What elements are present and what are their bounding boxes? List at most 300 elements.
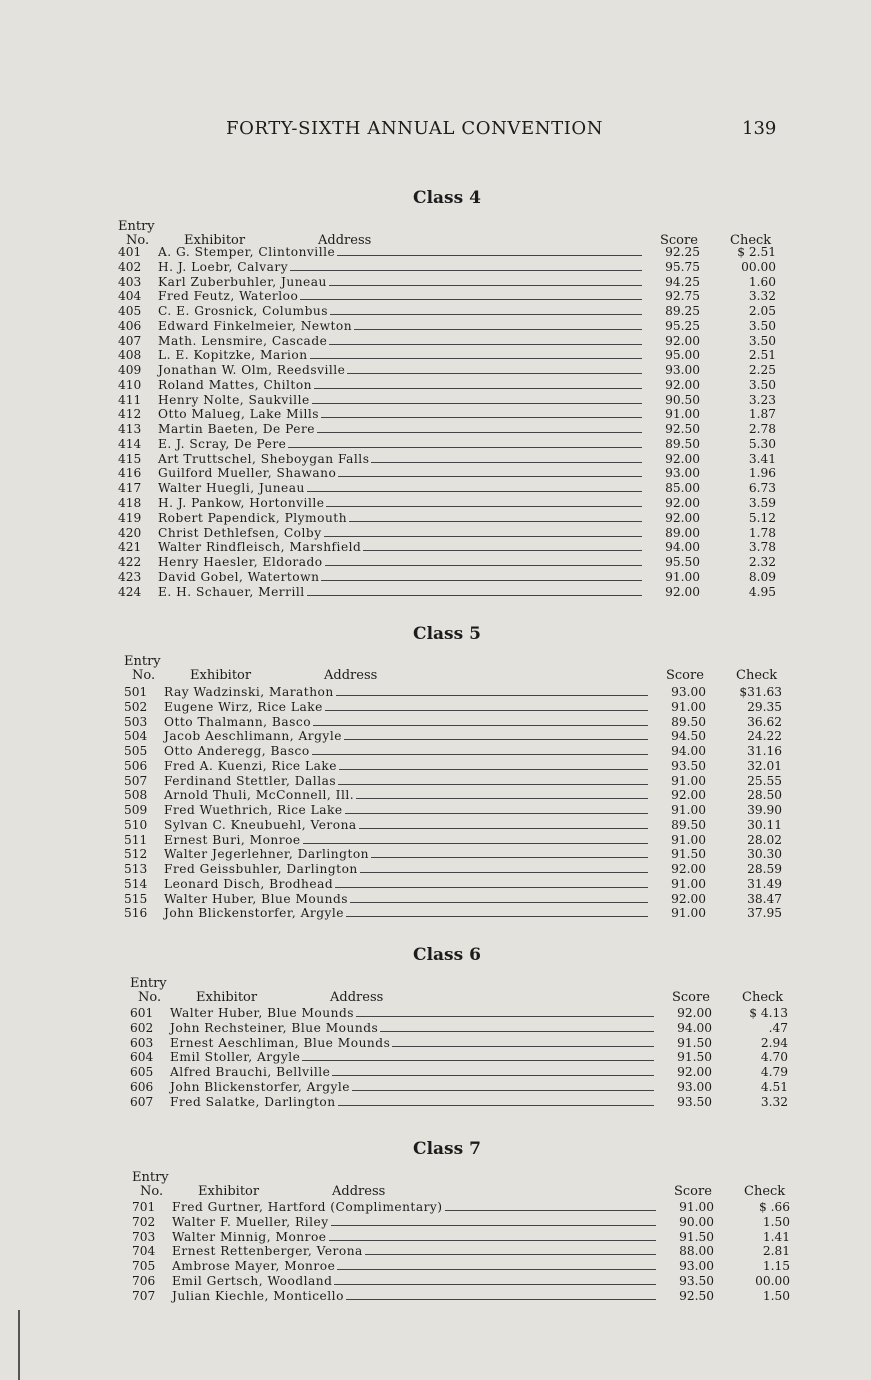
exhibitor-wrap — [158, 260, 646, 275]
class-title: Class 4 — [413, 188, 481, 208]
column-header-no: No. — [140, 1184, 164, 1199]
exhibitor-name-address: David Gobel, Watertown — [158, 569, 320, 584]
column-header-check: Check — [736, 668, 778, 683]
exhibitor-name-address: E. H. Schauer, Merrill — [158, 584, 305, 599]
entry-number: 706 — [132, 1273, 156, 1288]
table-row — [130, 1095, 810, 1110]
exhibitor-name-address: Ernest Aeschliman, Blue Mounds — [170, 1035, 391, 1050]
check-value: 3.50 — [748, 333, 776, 348]
dot-leader — [354, 329, 642, 330]
table-row — [124, 759, 804, 774]
exhibitor-name-address: Fred Salatke, Darlington — [170, 1094, 336, 1109]
entry-number: 510 — [124, 817, 148, 832]
dot-leader — [365, 1254, 656, 1255]
score-value: 95.50 — [665, 555, 700, 570]
score-value: 92.00 — [665, 333, 700, 348]
exhibitor-cell — [164, 833, 652, 848]
exhibitor-name-address: Walter Huber, Blue Mounds — [170, 1006, 355, 1020]
score-value: 92.00 — [671, 862, 706, 877]
exhibitor-name-address: E. J. Scray, De Pere — [158, 436, 287, 451]
class-title: Class 5 — [413, 624, 481, 644]
table-row — [118, 555, 798, 570]
exhibitor-cell — [164, 744, 652, 759]
check-value: 1.96 — [748, 466, 776, 481]
dot-leader — [331, 1225, 656, 1226]
running-head — [0, 118, 871, 144]
table-row — [118, 540, 798, 555]
score-value: 93.00 — [665, 363, 700, 378]
score-value: 91.00 — [671, 699, 706, 714]
entry-number: 704 — [132, 1244, 156, 1259]
exhibitor-cell — [164, 906, 652, 921]
dot-leader — [380, 1031, 654, 1032]
check-value: 3.50 — [748, 377, 776, 392]
score-value: 89.50 — [665, 436, 700, 451]
entry-number: 401 — [118, 245, 142, 259]
exhibitor-wrap — [158, 275, 646, 290]
exhibitor-wrap — [164, 774, 652, 789]
table-row — [130, 1050, 810, 1065]
exhibitor-name-address: Alfred Brauchi, Bellville — [170, 1065, 331, 1080]
table-row — [132, 1259, 812, 1274]
column-header-exhibitor: Exhibitor — [198, 1184, 260, 1199]
table-row — [130, 1080, 810, 1095]
exhibitor-name-address: Arnold Thuli, McConnell, Ill. — [164, 788, 355, 803]
dot-leader — [321, 417, 642, 418]
entry-number: 607 — [130, 1094, 154, 1109]
exhibitor-wrap — [164, 788, 652, 803]
score-value: 93.00 — [671, 685, 706, 699]
exhibitor-wrap — [164, 833, 652, 848]
exhibitor-name-address: Martin Baeten, De Pere — [158, 422, 315, 437]
check-value: 1.50 — [762, 1214, 790, 1229]
table-row — [130, 1006, 810, 1021]
entry-number: 422 — [118, 555, 142, 570]
dot-leader — [445, 1210, 656, 1211]
table-row — [130, 1065, 810, 1080]
dot-leader — [363, 550, 642, 551]
entry-number: 511 — [124, 832, 148, 847]
entry-number: 606 — [130, 1079, 154, 1094]
check-value: 28.59 — [747, 862, 782, 877]
table-row — [124, 700, 804, 715]
table-row — [118, 452, 798, 467]
exhibitor-name-address: Eugene Wirz, Rice Lake — [164, 699, 323, 714]
page-edge-rule — [18, 1310, 20, 1380]
entry-number: 420 — [118, 525, 142, 540]
entry-number: 502 — [124, 699, 148, 714]
exhibitor-name-address: Ferdinand Stettler, Dallas — [164, 773, 337, 788]
exhibitor-cell — [164, 788, 652, 803]
exhibitor-name-address: Art Truttschel, Sheboygan Falls — [158, 451, 370, 466]
entry-number: 410 — [118, 377, 142, 392]
column-header-no: No. — [126, 233, 150, 248]
dot-leader — [338, 784, 648, 785]
exhibitor-name-address: Guilford Mueller, Shawano — [158, 466, 337, 481]
entry-number: 601 — [130, 1006, 154, 1020]
entry-number: 412 — [118, 407, 142, 422]
dot-leader — [329, 1240, 656, 1241]
exhibitor-name-address: Edward Finkelmeier, Newton — [158, 318, 353, 333]
dot-leader — [332, 1075, 654, 1076]
dot-leader — [346, 916, 648, 917]
score-value: 92.75 — [665, 289, 700, 304]
exhibitor-cell — [158, 466, 646, 481]
table-row — [124, 685, 804, 700]
exhibitor-cell — [158, 334, 646, 349]
exhibitor-wrap — [164, 700, 652, 715]
score-value: 85.00 — [665, 481, 700, 496]
table-row — [118, 378, 798, 393]
score-value: 92.00 — [665, 451, 700, 466]
table-row — [118, 585, 798, 600]
dot-leader — [325, 565, 642, 566]
score-value: 92.00 — [665, 584, 700, 599]
exhibitor-name-address: Walter Rindfleisch, Marshfield — [158, 540, 362, 555]
exhibitor-name-address: Emil Stoller, Argyle — [170, 1050, 301, 1065]
dot-leader — [314, 388, 642, 389]
entry-number: 409 — [118, 363, 142, 378]
column-header-score: Score — [672, 990, 710, 1005]
dot-leader — [290, 270, 642, 271]
score-value: 93.50 — [671, 758, 706, 773]
exhibitor-wrap — [172, 1274, 660, 1289]
exhibitor-cell — [158, 511, 646, 526]
exhibitor-name-address: Karl Zuberbuhler, Juneau — [158, 274, 327, 289]
score-value: 89.00 — [665, 525, 700, 540]
table-row — [132, 1230, 812, 1245]
check-value: 2.05 — [748, 304, 776, 319]
entry-number: 423 — [118, 569, 142, 584]
exhibitor-wrap — [158, 437, 646, 452]
exhibitor-name-address: Ray Wadzinski, Marathon — [164, 685, 334, 699]
check-value: 2.81 — [762, 1244, 790, 1259]
exhibitor-wrap — [158, 452, 646, 467]
exhibitor-wrap — [164, 685, 652, 700]
dot-leader — [321, 580, 642, 581]
exhibitor-cell — [164, 685, 652, 700]
entry-number: 703 — [132, 1229, 156, 1244]
exhibitor-name-address: H. J. Pankow, Hortonville — [158, 496, 325, 511]
dot-leader — [307, 491, 642, 492]
entry-number: 415 — [118, 451, 142, 466]
entry-number: 512 — [124, 847, 148, 862]
exhibitor-wrap — [164, 847, 652, 862]
exhibitor-name-address: Julian Kiechle, Monticello — [172, 1288, 344, 1303]
exhibitor-cell — [170, 1036, 658, 1051]
check-value: 8.09 — [748, 569, 776, 584]
score-value: 94.25 — [665, 274, 700, 289]
table-row — [118, 437, 798, 452]
exhibitor-wrap — [164, 744, 652, 759]
exhibitor-cell — [170, 1021, 658, 1036]
check-value: 30.11 — [747, 817, 782, 832]
exhibitor-wrap — [164, 715, 652, 730]
entry-number: 515 — [124, 891, 148, 906]
exhibitor-wrap — [158, 570, 646, 585]
column-header-check: Check — [730, 233, 772, 248]
exhibitor-cell — [170, 1050, 658, 1065]
column-header-score: Score — [674, 1184, 712, 1199]
column-header-exhibitor: Exhibitor — [196, 990, 258, 1005]
exhibitor-name-address: Otto Malueg, Lake Mills — [158, 407, 320, 422]
score-value: 91.00 — [679, 1200, 714, 1214]
dot-leader — [329, 285, 642, 286]
exhibitor-wrap — [158, 245, 646, 260]
exhibitor-wrap — [172, 1259, 660, 1274]
column-header-score: Score — [666, 668, 704, 683]
exhibitor-wrap — [170, 1080, 658, 1095]
exhibitor-name-address: Otto Anderegg, Basco — [164, 744, 310, 759]
score-value: 94.00 — [677, 1020, 712, 1035]
exhibitor-cell — [172, 1230, 660, 1245]
dot-leader — [324, 536, 642, 537]
score-value: 95.25 — [665, 318, 700, 333]
check-value: 32.01 — [747, 758, 782, 773]
check-value: 5.12 — [748, 510, 776, 525]
exhibitor-cell — [164, 700, 652, 715]
table-row — [118, 260, 798, 275]
score-value: 91.50 — [671, 847, 706, 862]
table-row — [132, 1215, 812, 1230]
score-value: 90.00 — [679, 1214, 714, 1229]
entry-number: 417 — [118, 481, 142, 496]
table-row — [118, 466, 798, 481]
exhibitor-cell — [164, 818, 652, 833]
exhibitor-cell — [158, 526, 646, 541]
exhibitor-cell — [158, 407, 646, 422]
exhibitor-cell — [170, 1095, 658, 1110]
exhibitor-cell — [158, 585, 646, 600]
exhibitor-wrap — [164, 877, 652, 892]
entry-number: 404 — [118, 289, 142, 304]
table-row — [118, 526, 798, 541]
column-header-exhibitor: Exhibitor — [190, 668, 252, 683]
check-value: 5.30 — [748, 436, 776, 451]
exhibitor-cell — [164, 803, 652, 818]
check-value: 4.95 — [748, 584, 776, 599]
score-value: 91.00 — [665, 569, 700, 584]
entry-number: 603 — [130, 1035, 154, 1050]
column-header-check: Check — [744, 1184, 786, 1199]
check-value: 4.51 — [760, 1079, 788, 1094]
entry-rows — [132, 1200, 812, 1303]
exhibitor-name-address: Ernest Rettenberger, Verona — [172, 1244, 363, 1259]
check-value: $ 4.13 — [749, 1006, 788, 1020]
exhibitor-cell — [158, 540, 646, 555]
exhibitor-wrap — [158, 555, 646, 570]
dot-leader — [349, 521, 642, 522]
dot-leader — [326, 506, 642, 507]
column-header-score: Score — [660, 233, 698, 248]
exhibitor-wrap — [164, 906, 652, 921]
entry-number: 413 — [118, 422, 142, 437]
table-row — [124, 833, 804, 848]
exhibitor-cell — [158, 319, 646, 334]
exhibitor-cell — [164, 759, 652, 774]
score-value: 94.00 — [665, 540, 700, 555]
exhibitor-wrap — [170, 1095, 658, 1110]
score-value: 92.25 — [665, 245, 700, 259]
check-value: $ 2.51 — [737, 245, 776, 259]
check-value: 3.23 — [748, 392, 776, 407]
entry-number: 507 — [124, 773, 148, 788]
dot-leader — [350, 902, 648, 903]
table-row — [118, 334, 798, 349]
exhibitor-name-address: Ambrose Mayer, Monroe — [172, 1259, 336, 1274]
entry-number: 602 — [130, 1020, 154, 1035]
table-row — [118, 511, 798, 526]
entry-number: 405 — [118, 304, 142, 319]
exhibitor-cell — [158, 496, 646, 511]
dot-leader — [338, 1105, 654, 1106]
dot-leader — [337, 1269, 656, 1270]
score-value: 91.00 — [671, 906, 706, 921]
exhibitor-wrap — [158, 540, 646, 555]
exhibitor-cell — [158, 570, 646, 585]
check-value: 1.60 — [748, 274, 776, 289]
table-row — [118, 407, 798, 422]
exhibitor-wrap — [158, 585, 646, 600]
exhibitor-name-address: Walter Jegerlehner, Darlington — [164, 847, 370, 862]
score-value: 89.50 — [671, 817, 706, 832]
table-row — [124, 788, 804, 803]
exhibitor-cell — [170, 1080, 658, 1095]
exhibitor-name-address: Henry Nolte, Saukville — [158, 392, 310, 407]
exhibitor-wrap — [164, 818, 652, 833]
dot-leader — [302, 1060, 654, 1061]
check-value: 4.79 — [760, 1065, 788, 1080]
exhibitor-wrap — [158, 348, 646, 363]
entry-number: 424 — [118, 584, 142, 599]
exhibitor-wrap — [158, 526, 646, 541]
table-row — [124, 774, 804, 789]
dot-leader — [312, 754, 648, 755]
dot-leader — [356, 798, 648, 799]
score-value: 91.50 — [677, 1035, 712, 1050]
exhibitor-cell — [158, 481, 646, 496]
score-value: 91.50 — [677, 1050, 712, 1065]
score-value: 94.00 — [671, 744, 706, 759]
dot-leader — [339, 769, 648, 770]
score-value: 93.50 — [679, 1273, 714, 1288]
score-value: 92.00 — [671, 891, 706, 906]
exhibitor-wrap — [158, 407, 646, 422]
dot-leader — [360, 872, 648, 873]
table-row — [118, 570, 798, 585]
table-row — [132, 1289, 812, 1304]
entry-number: 408 — [118, 348, 142, 363]
column-header-entry: Entry — [118, 219, 155, 234]
score-value: 93.00 — [677, 1079, 712, 1094]
exhibitor-name-address: Sylvan C. Kneubuehl, Verona — [164, 817, 357, 832]
table-row — [124, 862, 804, 877]
column-header-address: Address — [318, 233, 372, 248]
entry-number: 407 — [118, 333, 142, 348]
entry-number: 503 — [124, 714, 148, 729]
check-value: 3.32 — [760, 1094, 788, 1109]
score-value: 91.00 — [671, 876, 706, 891]
check-value: 1.41 — [762, 1229, 790, 1244]
score-value: 92.00 — [677, 1065, 712, 1080]
check-value: 1.78 — [748, 525, 776, 540]
table-row — [124, 803, 804, 818]
exhibitor-cell — [158, 363, 646, 378]
score-value: 92.00 — [665, 377, 700, 392]
score-value: 94.50 — [671, 729, 706, 744]
dot-leader — [371, 857, 648, 858]
exhibitor-wrap — [158, 393, 646, 408]
exhibitor-wrap — [158, 289, 646, 304]
score-value: 88.00 — [679, 1244, 714, 1259]
score-value: 91.00 — [671, 773, 706, 788]
exhibitor-wrap — [170, 1036, 658, 1051]
exhibitor-name-address: Walter F. Mueller, Riley — [172, 1214, 329, 1229]
check-value: 3.78 — [748, 540, 776, 555]
entry-number: 418 — [118, 496, 142, 511]
entry-number: 402 — [118, 259, 142, 274]
score-value: 95.75 — [665, 259, 700, 274]
column-header-no: No. — [138, 990, 162, 1005]
exhibitor-name-address: C. E. Grosnick, Columbus — [158, 304, 329, 319]
check-value: .47 — [768, 1020, 788, 1035]
check-value: 3.50 — [748, 318, 776, 333]
entry-number: 506 — [124, 758, 148, 773]
score-value: 91.00 — [665, 407, 700, 422]
exhibitor-cell — [164, 892, 652, 907]
exhibitor-name-address: Roland Mattes, Chilton — [158, 377, 313, 392]
dot-leader — [347, 373, 642, 374]
table-row — [118, 319, 798, 334]
entry-number: 701 — [132, 1200, 156, 1214]
check-value: 28.02 — [747, 832, 782, 847]
dot-leader — [300, 299, 642, 300]
exhibitor-name-address: John Rechsteiner, Blue Mounds — [170, 1020, 379, 1035]
column-header-address: Address — [324, 668, 378, 683]
table-row — [118, 422, 798, 437]
entry-number: 419 — [118, 510, 142, 525]
exhibitor-wrap — [172, 1200, 660, 1215]
column-header-address: Address — [330, 990, 384, 1005]
dot-leader — [317, 432, 642, 433]
exhibitor-name-address: Walter Minnig, Monroe — [172, 1229, 327, 1244]
exhibitor-name-address: John Blickenstorfer, Argyle — [164, 906, 345, 921]
table-row — [124, 729, 804, 744]
table-row — [124, 892, 804, 907]
page-number: 139 — [742, 118, 777, 139]
exhibitor-wrap — [158, 511, 646, 526]
table-row — [118, 348, 798, 363]
exhibitor-name-address: Fred Gurtner, Hartford (Complimentary) — [172, 1200, 443, 1214]
exhibitor-name-address: Ernest Buri, Monroe — [164, 832, 301, 847]
check-value: 31.16 — [747, 744, 782, 759]
check-value: 28.50 — [747, 788, 782, 803]
table-row — [118, 275, 798, 290]
check-value: 00.00 — [741, 259, 776, 274]
entry-number: 411 — [118, 392, 142, 407]
table-row — [132, 1200, 812, 1215]
check-value: 38.47 — [747, 891, 782, 906]
table-row — [118, 289, 798, 304]
dot-leader — [330, 314, 642, 315]
table-row — [124, 715, 804, 730]
exhibitor-name-address: Jacob Aeschlimann, Argyle — [164, 729, 342, 744]
exhibitor-name-address: Leonard Disch, Brodhead — [164, 876, 334, 891]
check-value: $31.63 — [739, 685, 782, 699]
exhibitor-cell — [170, 1065, 658, 1080]
entry-number: 514 — [124, 876, 148, 891]
exhibitor-name-address: Walter Huber, Blue Mounds — [164, 891, 349, 906]
